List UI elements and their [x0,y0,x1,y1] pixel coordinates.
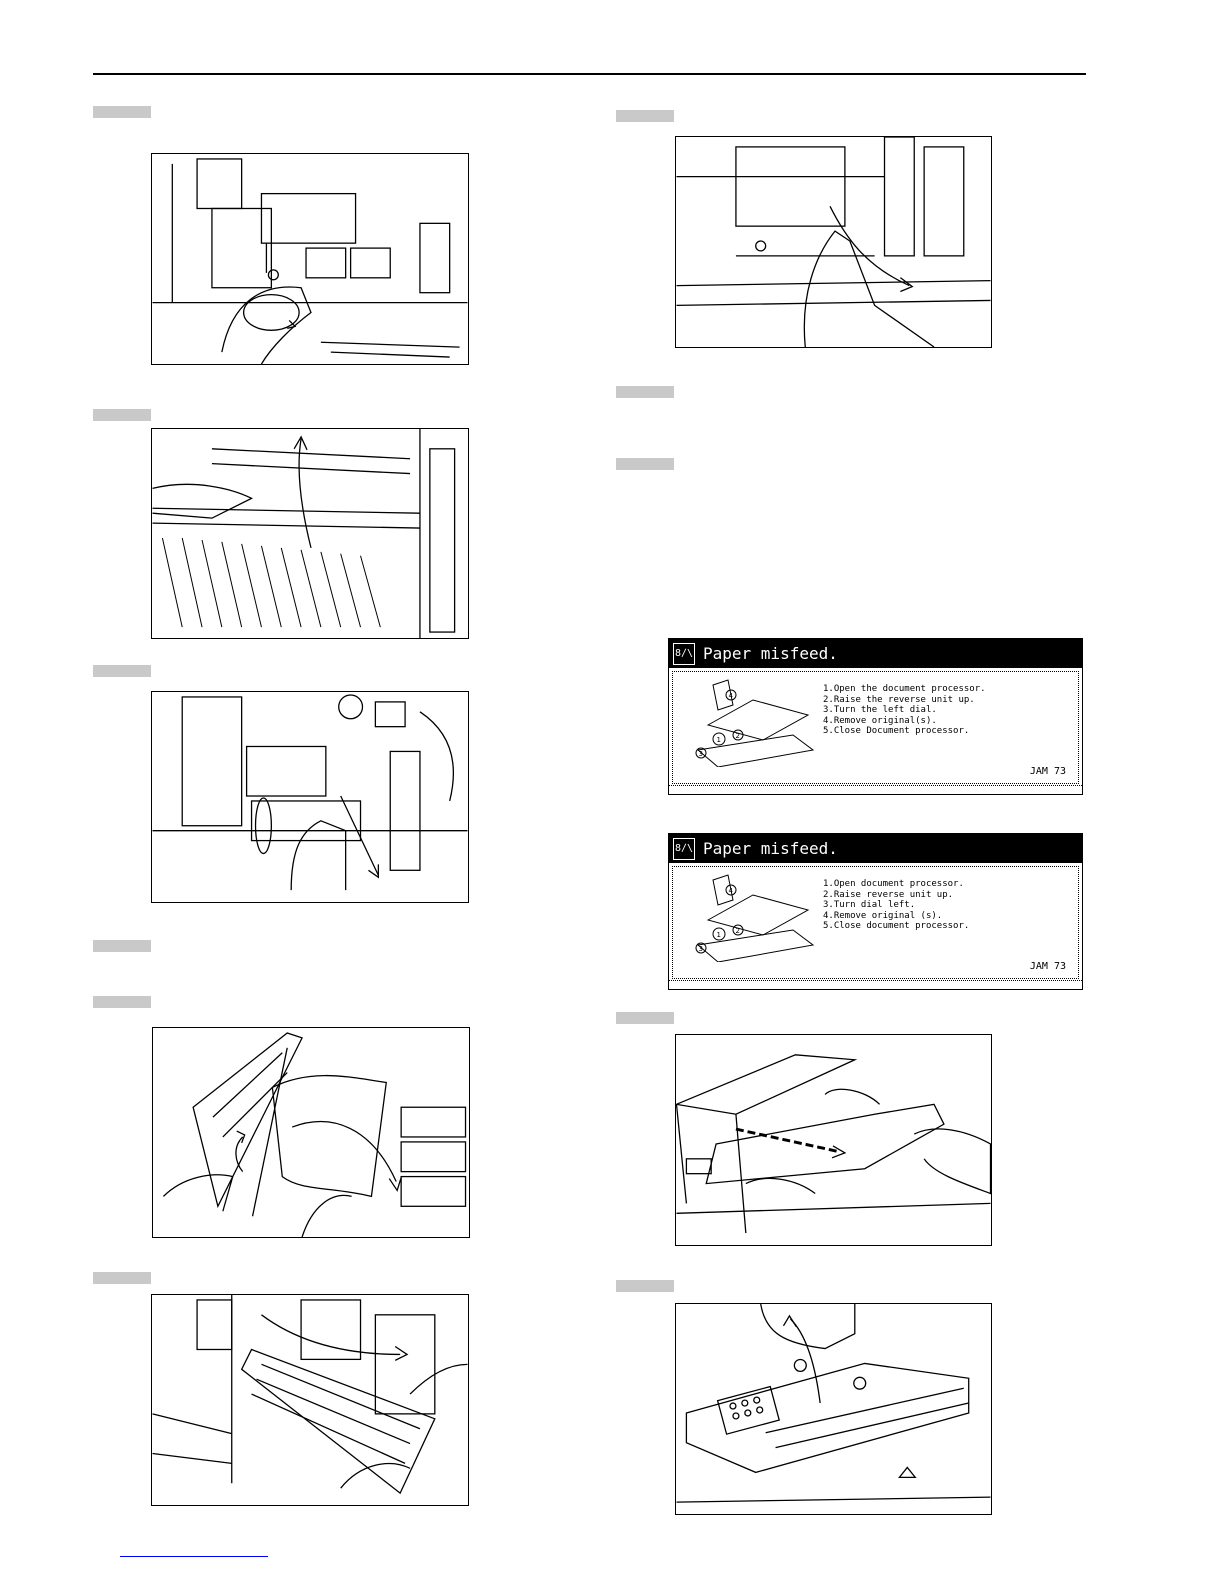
callout-2: 2 [735,927,740,935]
jam-code: JAM 73 [1029,961,1066,972]
message-panel-paper-misfeed [668,638,1083,795]
step-tab [616,110,674,122]
figure-open-cover [675,136,992,348]
panel-header [669,834,1082,863]
instruction-step: 3.Turn dial left. [823,900,916,910]
figure-lift-cover [151,428,469,639]
figure-raise-unit [675,1303,992,1515]
figure-remove-paper [152,1027,470,1238]
document-processor-illustration [683,675,815,767]
instruction-list [823,879,969,932]
misfeed-icon: 8∕\ [673,643,695,665]
callout-3: 3 [698,945,703,953]
jam-code: JAM 73 [1029,766,1066,777]
step-tab [616,386,674,398]
instruction-step: 4.Remove original (s). [823,910,943,921]
panel-title: Paper misfeed. [703,839,838,858]
instruction-step: 2.Raise the reverse unit up. [823,694,975,705]
callout-4: 4 [728,887,733,895]
instruction-step: 3.Turn the left dial. [823,705,937,715]
panel-footer [669,785,1082,794]
instruction-step: 4.Remove original(s). [823,715,937,726]
callout-3: 3 [698,750,703,758]
instruction-step: 5.Close document processor. [823,921,970,931]
step-tab [93,996,151,1008]
instruction-list [823,684,986,737]
panel-body [672,671,1079,784]
panel-title: Paper misfeed. [703,644,838,663]
callout-4: 4 [728,692,733,700]
figure-withdraw-unit [151,1294,469,1506]
step-tab [616,458,674,470]
step-tab [616,1012,674,1024]
step-tab [93,1272,151,1284]
callout-2: 2 [735,732,740,740]
step-tab [93,106,151,118]
instruction-step: 5.Close Document processor. [823,726,970,736]
step-tab [616,1280,674,1292]
figure-pull-unit [151,691,469,903]
step-tab [93,665,151,677]
misfeed-icon: 8∕\ [673,838,695,860]
figure-turn-knob [151,153,469,365]
step-tab [93,409,151,421]
callout-1: 1 [716,931,721,939]
panel-footer [669,980,1082,989]
instruction-step: 1.Open document processor. [823,879,964,889]
header-rule [93,73,1086,75]
instruction-step: 1.Open the document processor. [823,684,986,694]
message-panel-paper-misfeed-alt [668,833,1083,990]
step-tab [93,940,151,952]
callout-1: 1 [716,736,721,744]
panel-body [672,866,1079,979]
document-processor-illustration [683,870,815,962]
instruction-step: 2.Raise reverse unit up. [823,889,954,900]
panel-header [669,639,1082,668]
footer-link-underline[interactable] [120,1556,268,1557]
figure-document-tray [675,1034,992,1246]
